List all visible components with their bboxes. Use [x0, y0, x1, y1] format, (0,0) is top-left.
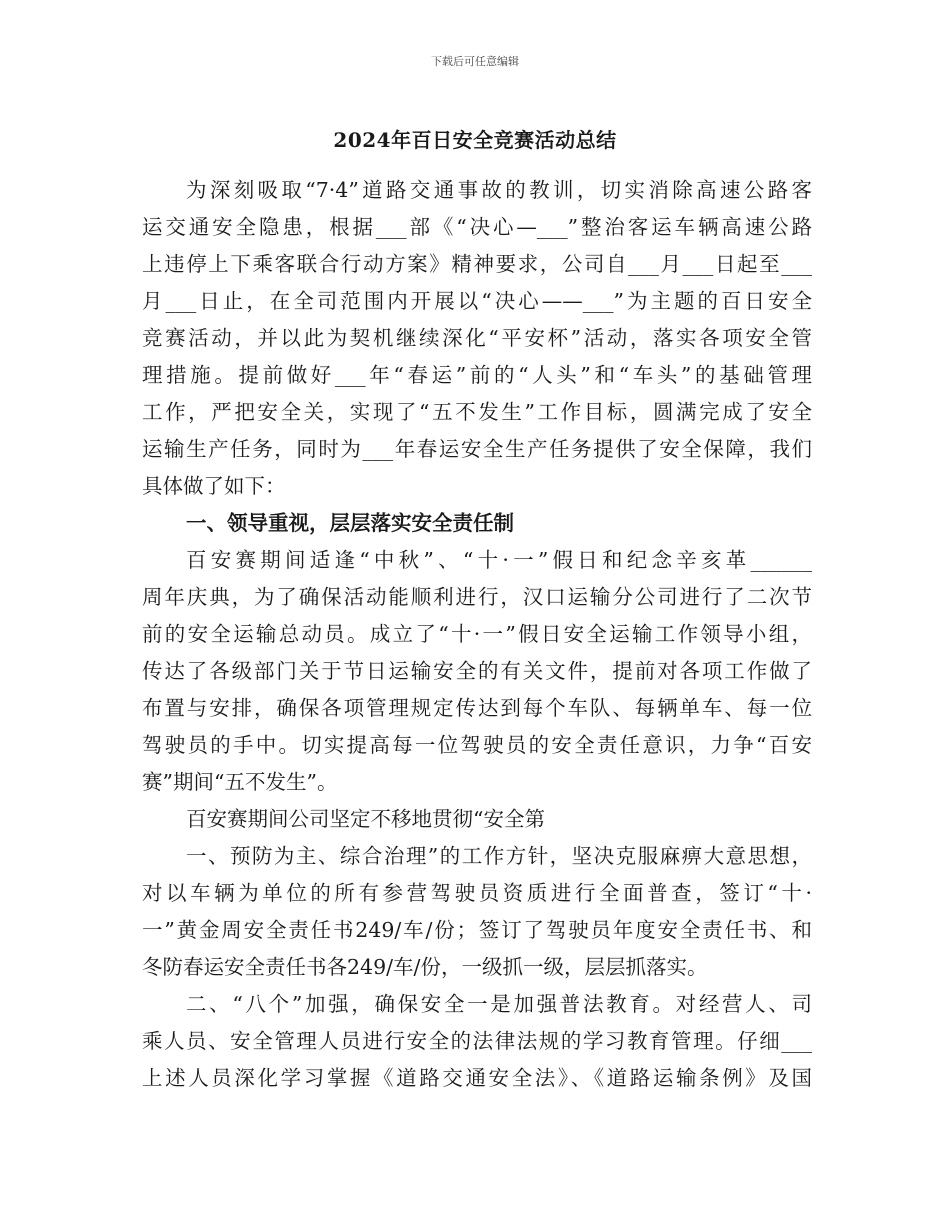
body-text-line: 月___日止，在全司范围内开展以“决心——___”为主题的百日安全 [142, 289, 812, 313]
body-text-line: 竞赛活动，并以此为契机继续深化“平安杯”活动，落实各项安全管 [142, 326, 812, 350]
body-text-line: 运输生产任务，同时为___年春运安全生产任务提供了安全保障，我们 [142, 437, 812, 461]
body-text-line: 传达了各级部门关于节日运输安全的有关文件，提前对各项工作做了 [142, 659, 812, 683]
body-text-line: 具体做了如下： [142, 474, 286, 498]
body-text-line: 周年庆典，为了确保活动能顺利进行，汉口运输分公司进行了二次节 [142, 585, 812, 609]
document-title: 2024年百日安全竞赛活动总结 [333, 128, 617, 152]
body-text-line: 布置与安排，确保各项管理规定传达到每个车队、每辆单车、每一位 [142, 696, 812, 720]
body-text-line: 二、“八个”加强，确保安全一是加强普法教育。对经营人、司 [186, 992, 812, 1016]
body-text-line: 前的安全运输总动员。成立了“十·一”假日安全运输工作领导小组， [142, 622, 812, 646]
body-text-line: 百安赛期间适逢“中秋”、“十·一”假日和纪念辛亥革______ [186, 548, 812, 572]
body-text-line: 驾驶员的手中。切实提高每一位驾驶员的安全责任意识，力争“百安 [142, 733, 812, 757]
body-text-line: 乘人员、安全管理人员进行安全的法律法规的学习教育管理。仔细___ [142, 1029, 812, 1053]
body-text-line: 工作，严把安全关，实现了“五不发生”工作目标，圆满完成了安全 [142, 400, 812, 424]
body-text-line: 赛”期间“五不发生”。 [142, 770, 338, 794]
body-text-line: 一”黄金周安全责任书249/车/份；签订了驾驶员年度安全责任书、和 [142, 918, 812, 942]
body-text-line: 一、预防为主、综合治理”的工作方针，坚决克服麻痹大意思想， [186, 844, 812, 868]
section-heading: 一、领导重视，层层落实安全责任制 [186, 511, 514, 535]
body-text-line: 上述人员深化学习掌握《道路交通安全法》、《道路运输条例》及国 [142, 1066, 812, 1090]
body-text-line: 上违停上下乘客联合行动方案》精神要求，公司自___月___日起至___ [142, 252, 812, 276]
body-text-line: 对以车辆为单位的所有参营驾驶员资质进行全面普查，签订“十· [142, 881, 812, 905]
body-text-line: 运交通安全隐患，根据___部《“决心—___”整治客运车辆高速公路 [142, 215, 812, 239]
body-text-line: 理措施。提前做好___年“春运”前的“人头”和“车头”的基础管理 [142, 363, 812, 387]
page-header-note: 下载后可任意编辑 [431, 55, 519, 68]
body-text-line: 为深刻吸取“7·4”道路交通事故的教训，切实消除高速公路客 [186, 178, 812, 202]
body-text-line: 冬防春运安全责任书各249/车/份，一级抓一级，层层抓落实。 [142, 955, 708, 979]
body-text-line: 百安赛期间公司坚定不移地贯彻“安全第 [186, 807, 545, 831]
document-body [142, 172, 812, 1097]
